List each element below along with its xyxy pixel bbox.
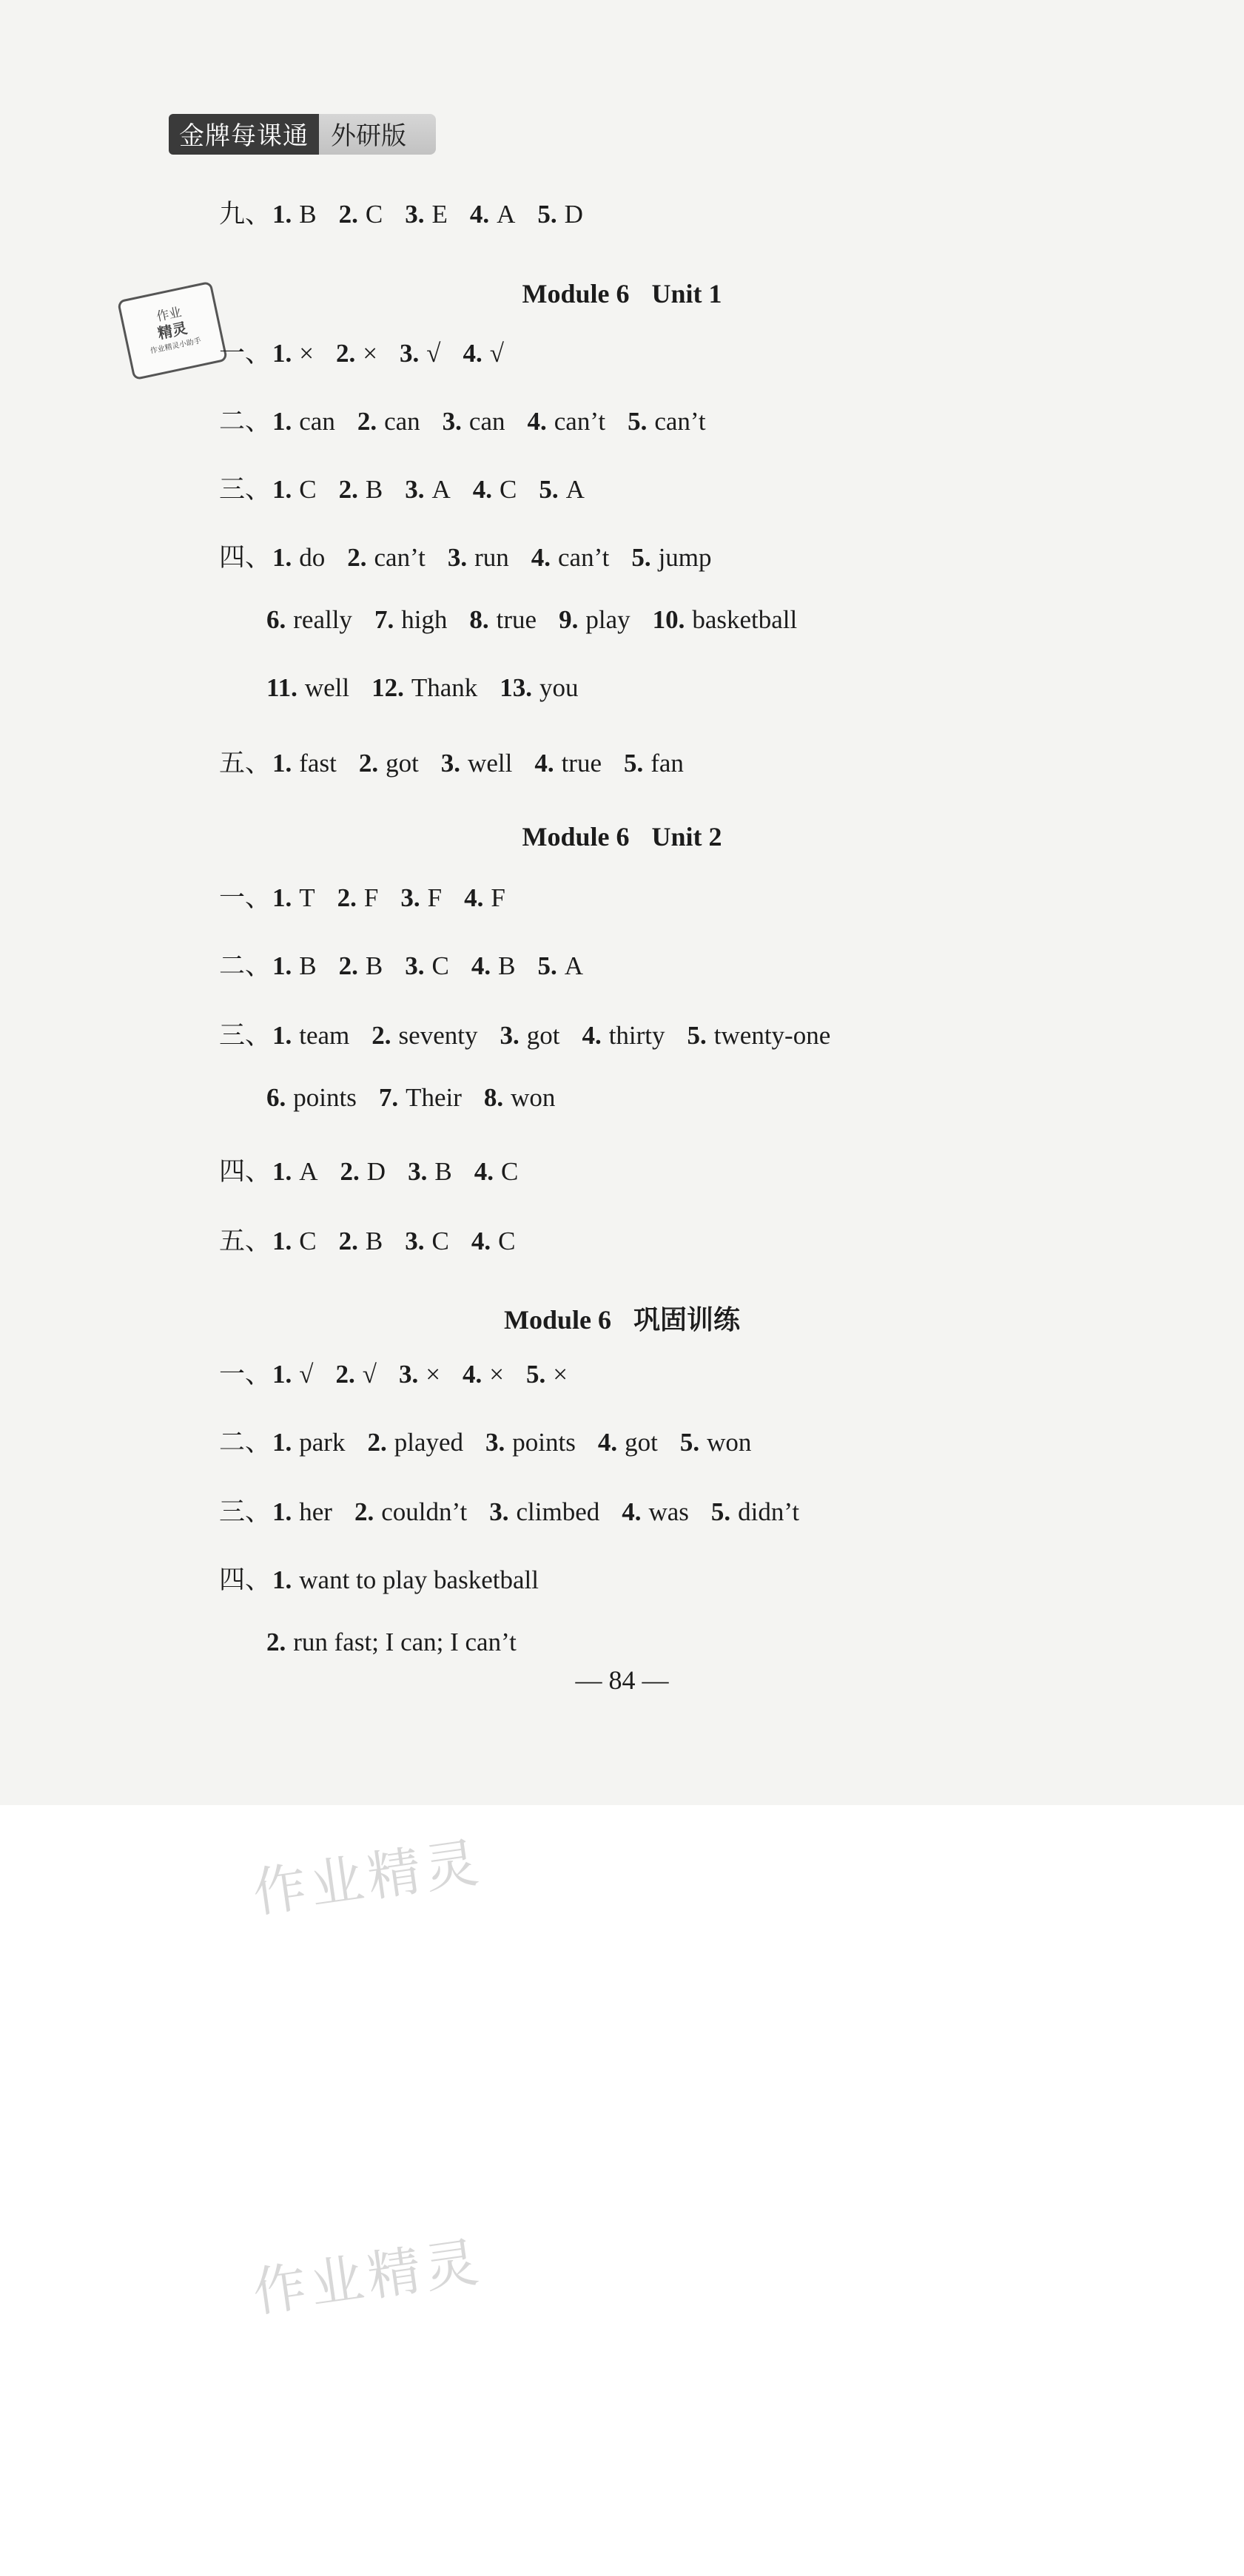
answer-number: 5. <box>537 951 557 980</box>
answer-number: 3. <box>485 1428 505 1457</box>
answer-number: 2. <box>358 749 379 778</box>
answer-value: team <box>299 1021 350 1050</box>
answer-value: × <box>426 1360 440 1389</box>
answer-number: 11. <box>266 673 297 702</box>
unit-label: 巩固训练 <box>633 1305 741 1335</box>
answer-number: 1. <box>272 749 292 778</box>
answer-item <box>405 951 449 981</box>
answer-number: 5. <box>537 200 557 229</box>
answer-number: 8. <box>469 605 489 634</box>
answer-value: can <box>468 407 505 436</box>
answer-item <box>272 951 317 981</box>
question-group-label: 二、 <box>219 1428 272 1457</box>
answer-number: 3. <box>408 1157 428 1186</box>
answer-row <box>219 333 526 370</box>
answer-item <box>272 1565 539 1595</box>
answer-number: 2. <box>347 543 367 572</box>
answer-row <box>219 1354 590 1391</box>
answer-number: 4. <box>527 407 547 436</box>
answer-number: 3. <box>442 407 462 436</box>
answer-number: 2. <box>336 339 356 368</box>
answer-value: F <box>427 883 443 912</box>
answer-number: 1. <box>272 1428 292 1457</box>
answer-value: C <box>431 951 449 980</box>
answer-number: 1. <box>272 200 292 229</box>
answer-value: run <box>474 543 509 572</box>
answer-item <box>335 1360 376 1389</box>
answer-value: played <box>394 1428 464 1457</box>
answer-number: 4. <box>463 339 483 368</box>
answer-value: didn’t <box>738 1497 800 1526</box>
unit-label: Unit 1 <box>651 279 722 308</box>
answer-row <box>219 1560 561 1596</box>
question-group-label: 一、 <box>219 1360 272 1389</box>
answer-value: A <box>497 200 516 229</box>
question-group-label: 四、 <box>219 1565 272 1594</box>
answer-number: 2. <box>354 1497 374 1526</box>
answer-number: 6. <box>266 605 286 634</box>
answer-value: run fast; I can; I can’t <box>293 1628 517 1656</box>
answer-row <box>219 1151 540 1188</box>
answer-item <box>266 1083 357 1113</box>
answer-item <box>471 951 516 981</box>
answer-number: 4. <box>531 543 551 572</box>
answer-number: 1. <box>272 951 292 980</box>
answer-item <box>400 883 442 913</box>
answer-item <box>266 673 349 703</box>
answer-number: 4. <box>462 1360 483 1389</box>
answer-value: B <box>299 200 317 229</box>
answer-item <box>631 543 711 573</box>
answer-item <box>448 543 509 573</box>
answer-item <box>272 407 335 436</box>
answer-item <box>272 749 337 778</box>
brand-label: 金牌每课通 <box>169 114 319 155</box>
answer-number: 3. <box>405 1227 425 1255</box>
answer-number: 2. <box>338 951 358 980</box>
answer-number: 1. <box>272 407 292 436</box>
section-title <box>0 821 1244 852</box>
answer-row <box>219 945 605 982</box>
answer-value: her <box>299 1497 332 1526</box>
answer-number: 2. <box>371 1021 391 1050</box>
answer-number: 4. <box>474 1157 494 1186</box>
answer-item <box>531 543 610 573</box>
answer-value: got <box>526 1021 560 1050</box>
answer-item <box>485 1428 576 1457</box>
answer-number: 4. <box>597 1428 618 1457</box>
answer-value: fan <box>650 749 684 778</box>
answer-item <box>473 475 517 505</box>
module-label: Module 6 <box>503 1305 611 1335</box>
answer-value: true <box>496 605 537 634</box>
answer-item <box>371 1021 477 1051</box>
answer-number: 2. <box>338 200 358 229</box>
answer-number: 6. <box>266 1083 286 1112</box>
answer-value: can’t <box>654 407 706 436</box>
answer-value: well <box>468 749 513 778</box>
answer-number: 3. <box>405 951 425 980</box>
answer-item <box>464 883 505 913</box>
question-group-label: 三、 <box>219 475 272 504</box>
answer-value: C <box>299 1227 317 1255</box>
answer-value: C <box>498 1227 516 1255</box>
answer-value: won <box>511 1083 556 1112</box>
answer-value: jump <box>658 543 712 572</box>
answer-value: T <box>299 883 315 912</box>
answer-item <box>628 407 706 436</box>
answer-value: do <box>299 543 326 572</box>
answer-row <box>219 401 728 438</box>
answer-value: √ <box>489 339 504 368</box>
answer-row <box>266 605 819 635</box>
answer-value: A <box>299 1157 318 1186</box>
answer-number: 8. <box>483 1083 504 1112</box>
answer-item <box>528 407 606 436</box>
question-group-label: 四、 <box>219 543 272 572</box>
answer-item <box>598 1428 658 1457</box>
answer-number: 2. <box>266 1628 286 1656</box>
answer-item <box>405 1227 449 1256</box>
answer-row <box>266 1083 577 1113</box>
answer-value: F <box>491 883 505 912</box>
answer-value: can’t <box>374 543 426 572</box>
answer-value: park <box>299 1428 346 1457</box>
answer-value: C <box>500 1157 519 1186</box>
answer-value: won <box>707 1428 752 1457</box>
answer-item <box>347 543 426 573</box>
answer-item <box>339 200 383 229</box>
answer-value: Thank <box>411 673 478 702</box>
answer-number: 10. <box>652 605 685 634</box>
answer-value: B <box>498 951 516 980</box>
answer-item <box>272 1227 317 1256</box>
answer-number: 3. <box>489 1497 509 1526</box>
answer-number: 3. <box>447 543 468 572</box>
answer-item <box>624 749 684 778</box>
watermark-1: 作业精灵 <box>249 1830 487 1925</box>
answer-item <box>500 673 578 703</box>
answer-value: A <box>564 951 583 980</box>
answer-value: B <box>365 1227 383 1255</box>
answer-number: 1. <box>272 1565 292 1594</box>
stamp-line2: 精灵 <box>155 319 189 343</box>
answer-item <box>374 605 447 635</box>
answer-row <box>266 673 601 703</box>
answer-number: 3. <box>440 749 461 778</box>
answer-item <box>272 1497 332 1527</box>
answer-number: 2. <box>335 1360 355 1389</box>
answer-value: high <box>401 605 448 634</box>
answer-item <box>272 200 317 229</box>
answer-number: 5. <box>623 749 644 778</box>
answer-row <box>219 1221 537 1258</box>
answer-number: 4. <box>472 475 493 504</box>
answer-item <box>272 1360 313 1389</box>
answer-item <box>500 1021 559 1051</box>
answer-item <box>537 951 583 981</box>
answer-number: 4. <box>582 1021 602 1050</box>
answer-value: seventy <box>398 1021 478 1050</box>
answer-number: 5. <box>539 475 559 504</box>
answer-item <box>469 605 537 635</box>
answer-number: 7. <box>378 1083 399 1112</box>
answer-item <box>405 200 448 229</box>
question-group-label: 三、 <box>219 1497 272 1526</box>
answer-value: D <box>564 200 583 229</box>
answer-row <box>219 1015 853 1052</box>
answer-number: 1. <box>272 1021 292 1050</box>
answer-number: 1. <box>272 339 292 368</box>
answer-number: 4. <box>464 883 484 912</box>
answer-value: B <box>365 951 383 980</box>
answer-value: want to play basketball <box>299 1565 539 1594</box>
answer-value: × <box>363 339 378 368</box>
answer-item <box>526 1360 568 1389</box>
answer-value: C <box>365 200 383 229</box>
question-group-label: 二、 <box>219 951 272 980</box>
answer-item <box>470 200 516 229</box>
answer-row <box>219 1422 773 1459</box>
answer-value: play <box>585 605 631 634</box>
answer-number: 5. <box>631 543 651 572</box>
answer-value: A <box>431 475 451 504</box>
answer-number: 7. <box>374 605 394 634</box>
answer-number: 2. <box>340 1157 360 1186</box>
answer-row <box>219 469 607 506</box>
answer-item <box>272 883 315 913</box>
question-group-label: 一、 <box>219 883 272 912</box>
answer-value: can <box>384 407 420 436</box>
answer-item <box>399 1360 440 1389</box>
watermark-2: 作业精灵 <box>249 2230 487 2324</box>
answer-number: 9. <box>559 605 579 634</box>
stamp-line3: 作业精灵小助手 <box>149 337 202 356</box>
answer-number: 1. <box>272 1360 292 1389</box>
answer-item <box>340 1157 386 1187</box>
answer-value: really <box>293 605 352 634</box>
question-group-label: 五、 <box>219 749 272 778</box>
answer-value: Their <box>406 1083 462 1112</box>
answer-number: 5. <box>679 1428 700 1457</box>
answer-number: 4. <box>471 1227 491 1255</box>
answer-value: twenty-one <box>713 1021 831 1050</box>
section-title <box>0 1299 1244 1337</box>
answer-item <box>559 605 631 635</box>
answer-value: C <box>299 475 317 504</box>
answer-row <box>219 194 605 231</box>
answer-item <box>272 1157 318 1187</box>
answer-item <box>339 951 383 981</box>
answer-item <box>357 407 420 436</box>
answer-number: 1. <box>272 1157 292 1186</box>
answer-row <box>219 743 706 780</box>
edition-label: 外研版 <box>319 114 436 155</box>
answer-item <box>484 1083 556 1113</box>
answer-number: 1. <box>272 543 292 572</box>
answer-value: thirty <box>608 1021 665 1050</box>
answer-value: × <box>553 1360 568 1389</box>
answer-row <box>219 1491 821 1528</box>
question-group-label: 五、 <box>219 1227 272 1255</box>
answer-number: 13. <box>500 673 533 702</box>
answer-value: couldn’t <box>381 1497 468 1526</box>
answer-value: × <box>489 1360 504 1389</box>
answer-value: can <box>299 407 335 436</box>
answer-item <box>266 605 352 635</box>
answer-item <box>272 339 314 368</box>
answer-item <box>354 1497 467 1527</box>
answer-number: 3. <box>405 475 425 504</box>
answer-number: 3. <box>405 200 425 229</box>
answer-value: E <box>431 200 448 229</box>
answer-item <box>539 475 585 505</box>
answer-value: √ <box>299 1360 314 1389</box>
answer-number: 4. <box>622 1497 642 1526</box>
answer-value: true <box>561 749 602 778</box>
answer-item <box>687 1021 831 1051</box>
answer-item <box>582 1021 665 1051</box>
answer-value: F <box>363 883 379 912</box>
answer-number: 2. <box>338 1227 358 1255</box>
answer-row <box>219 537 734 574</box>
answer-item <box>711 1497 799 1527</box>
answer-value: well <box>304 673 350 702</box>
answer-value: can’t <box>558 543 610 572</box>
answer-value: was <box>648 1497 689 1526</box>
answer-value: B <box>434 1157 452 1186</box>
answer-value: points <box>512 1428 576 1457</box>
answer-item <box>653 605 798 635</box>
module-label: Module 6 <box>522 822 630 852</box>
question-group-label: 四、 <box>219 1157 272 1186</box>
answer-number: 1. <box>272 1497 292 1526</box>
answer-value: points <box>293 1083 357 1112</box>
question-group-label: 九、 <box>219 200 272 229</box>
answer-value: C <box>500 475 517 504</box>
answer-value: √ <box>362 1360 377 1389</box>
answer-item <box>359 749 419 778</box>
answer-value: fast <box>299 749 337 778</box>
answer-item <box>463 1360 504 1389</box>
answer-value: got <box>386 749 419 778</box>
answer-item <box>371 673 477 703</box>
answer-number: 5. <box>687 1021 707 1050</box>
answer-number: 3. <box>398 1360 419 1389</box>
answer-value: can’t <box>554 407 606 436</box>
question-group-label: 一、 <box>219 339 272 368</box>
answer-value: C <box>431 1227 449 1255</box>
answer-item <box>489 1497 599 1527</box>
answer-value: D <box>366 1157 386 1186</box>
answer-row <box>219 877 528 914</box>
answer-item <box>443 407 505 436</box>
answer-item <box>622 1497 689 1527</box>
answer-item <box>272 475 317 505</box>
answer-number: 2. <box>367 1428 387 1457</box>
answer-item <box>537 200 583 229</box>
answer-item <box>266 1628 517 1657</box>
unit-label: Unit 2 <box>651 822 722 852</box>
answer-item <box>339 475 383 505</box>
section-title <box>0 278 1244 309</box>
question-group-label: 二、 <box>219 407 272 436</box>
answer-value: got <box>625 1428 658 1457</box>
answer-item <box>463 339 503 368</box>
answer-value: you <box>539 673 579 702</box>
answer-item <box>534 749 602 778</box>
answer-item <box>272 1021 349 1051</box>
answer-number: 3. <box>400 883 420 912</box>
answer-item <box>441 749 513 778</box>
answer-number: 4. <box>469 200 490 229</box>
answer-item <box>405 475 451 505</box>
answer-value: B <box>299 951 317 980</box>
answer-number: 3. <box>400 339 420 368</box>
answer-item <box>400 339 440 368</box>
answer-item <box>379 1083 462 1113</box>
answer-number: 2. <box>337 883 357 912</box>
page-number: — 84 — <box>575 1665 669 1695</box>
answer-number: 1. <box>272 1227 292 1255</box>
answer-item <box>339 1227 383 1256</box>
answer-value: B <box>365 475 383 504</box>
answer-value: climbed <box>516 1497 600 1526</box>
answer-number: 5. <box>628 407 648 436</box>
question-group-label: 三、 <box>219 1021 272 1050</box>
answer-number: 12. <box>371 673 404 702</box>
answer-item <box>272 543 325 573</box>
answer-value: A <box>565 475 585 504</box>
answer-value: × <box>299 339 315 368</box>
answer-value: basketball <box>692 605 798 634</box>
answer-number: 5. <box>525 1360 546 1389</box>
answer-number: 1. <box>272 883 292 912</box>
answer-number: 4. <box>534 749 554 778</box>
answer-number: 4. <box>471 951 491 980</box>
answer-item <box>336 339 377 368</box>
answer-row <box>266 1628 539 1657</box>
answer-number: 1. <box>272 475 292 504</box>
answer-number: 5. <box>710 1497 731 1526</box>
module-label: Module 6 <box>522 279 630 308</box>
answer-number: 2. <box>338 475 358 504</box>
answer-item <box>471 1227 516 1256</box>
answer-item <box>408 1157 452 1187</box>
answer-item <box>272 1428 345 1457</box>
answer-item <box>367 1428 463 1457</box>
answer-item <box>680 1428 752 1457</box>
answer-number: 3. <box>500 1021 520 1050</box>
answer-value: √ <box>426 339 441 368</box>
answer-item <box>474 1157 519 1187</box>
book-header <box>169 115 436 152</box>
answer-number: 2. <box>357 407 377 436</box>
answer-item <box>337 883 379 913</box>
stamp-line1: 作业 <box>155 305 184 325</box>
